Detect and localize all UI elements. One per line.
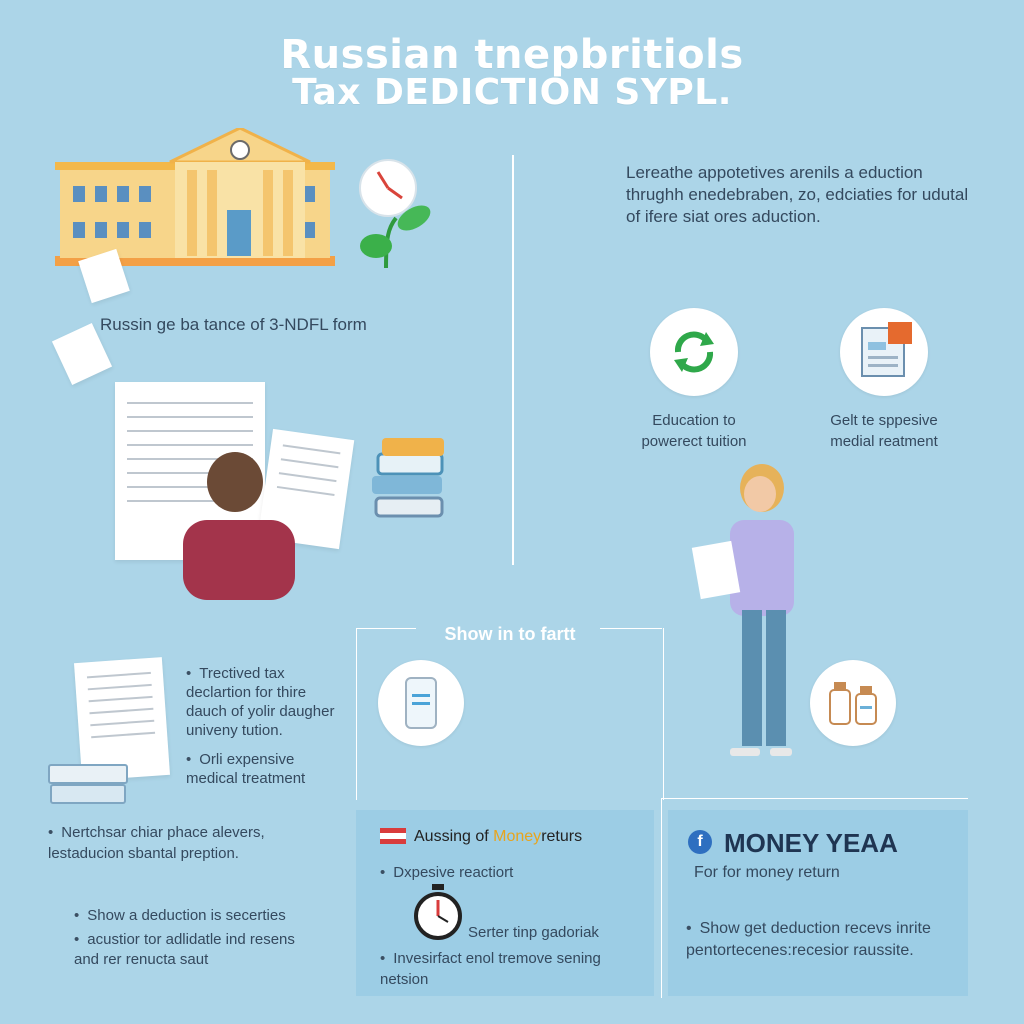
flag-icon [380, 828, 406, 844]
bullet-item: • Show get deduction recevs inrite pentortecenes:recesior raussite. [686, 920, 931, 959]
left-note [48, 822, 308, 864]
divider-vertical-top [512, 155, 514, 565]
panel-mid-title: Aussing of Moneyreturs [414, 828, 583, 845]
panel-right-title: MONEY YEAA [724, 828, 898, 858]
panel-right-subtitle: For for money return [694, 864, 840, 881]
page-title: Russian tnepbritiols [280, 32, 744, 78]
documents-icon [840, 308, 928, 396]
stopwatch-icon [412, 884, 464, 940]
page-subtitle: Tax DEDICTION SYPL. [292, 72, 732, 113]
clock-plant-icon [356, 158, 436, 270]
panel-mid-bullet2 [380, 948, 650, 990]
description-text: Lereathe appotetives arenils a eduction thrughh enedebraben, zo, edciaties for udutal of ifere siat ores aduction. [626, 163, 969, 226]
divider-horizontal-right [662, 798, 968, 799]
bullet-item: • Nertchsar chiar phace alevers, lestaducion sbantal preption. [48, 824, 265, 862]
divider-bottom [661, 798, 662, 998]
circle-phone [378, 660, 464, 746]
middle-box-top-left [356, 628, 416, 629]
bullet-item: • acustior tor adlidatle ind resens and rer renucta saut [74, 930, 314, 970]
circle-bottles [810, 660, 896, 746]
form-caption: Russin ge ba tance of 3-NDFL form [100, 315, 367, 334]
smartphone-icon [378, 660, 464, 746]
stopwatch-label: Serter tinp gadoriak [468, 924, 599, 941]
medicine-bottles-icon [810, 660, 896, 746]
bullet-item: • Show a deduction is secerties [74, 906, 314, 926]
books-icon [370, 436, 450, 524]
circle-recycle [650, 308, 738, 396]
facebook-icon: f [688, 830, 712, 854]
bullet-item: • Invesirfact enol tremove sening netsion [380, 950, 601, 988]
circle-documents [840, 308, 928, 396]
building-illustration [55, 128, 335, 268]
middle-box-title: Show in to fartt [444, 624, 576, 644]
document-stack-icon [48, 660, 172, 804]
man-reading-illustration [115, 372, 365, 602]
panel-right-bullet [686, 918, 956, 962]
middle-box-top-right [600, 628, 662, 629]
money-returns-panel [356, 810, 654, 996]
bullet-item: • Dxpesive reactiort [380, 862, 513, 883]
money-year-panel [668, 810, 968, 996]
item-education-label: Education to powerect tuition [641, 412, 747, 450]
bullet-item: • Trectived tax declartion for thire dauch of yolir daugher univeny tution. [186, 664, 336, 740]
left-bullets-2 [74, 906, 314, 970]
bullet-item: • Orli expensive medical treatment [186, 750, 336, 788]
recycle-arrows-icon [650, 308, 738, 396]
woman-illustration [690, 460, 810, 760]
item-medical-label: Gelt te sppesive medial reatment [830, 412, 938, 450]
left-bullets [186, 664, 336, 788]
